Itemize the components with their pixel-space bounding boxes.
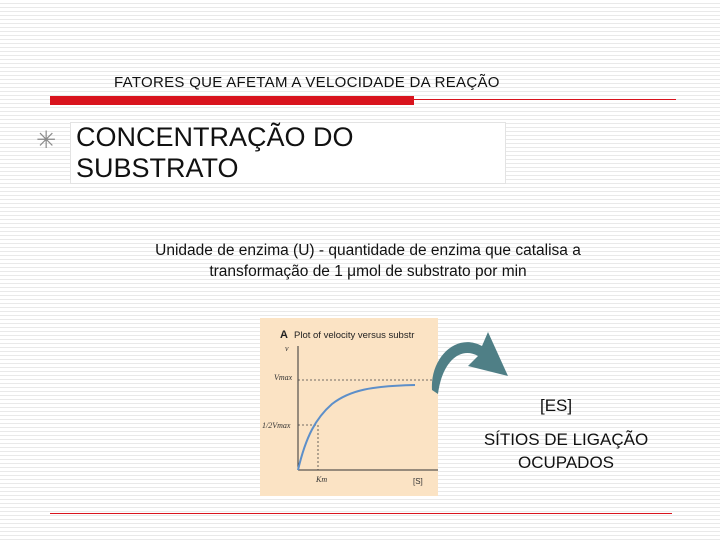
bottom-divider-line: [50, 513, 672, 514]
heading-line-2: SUBSTRATO: [76, 153, 239, 183]
km-tick-label: Km: [316, 475, 328, 484]
definition-line-1: Unidade de enzima (U) - quantidade de enzima que catalisa a: [155, 242, 581, 259]
binding-sites-label: [456, 428, 676, 474]
x-axis-label: [S]: [413, 477, 423, 486]
chart-title: Plot of velocity versus substr: [294, 330, 415, 341]
heading-line-1: CONCENTRAÇÃO DO: [76, 122, 354, 152]
sites-line-1: SÍTIOS DE LIGAÇÃO: [483, 430, 649, 449]
enzyme-unit-definition: [60, 240, 676, 282]
definition-line-2: transformação de 1 μmol de substrato por min: [209, 263, 527, 280]
panel-letter: A: [280, 329, 288, 341]
half-vmax-tick-label: 1/2Vmax: [262, 421, 291, 430]
y-axis-label: v: [285, 344, 289, 353]
slide-title: FATORES QUE AFETAM A VELOCIDADE DA REAÇÃO: [114, 74, 500, 91]
sites-line-2: OCUPADOS: [517, 453, 615, 472]
curved-arrow-icon: [408, 324, 512, 394]
vmax-tick-label: Vmax: [274, 373, 293, 382]
es-complex-label: [ES]: [540, 396, 573, 415]
section-heading: [76, 122, 354, 184]
asterisk-bullet-icon: ✳: [36, 126, 57, 154]
title-divider-line: [414, 99, 676, 100]
title-underline-bar: [50, 96, 414, 105]
